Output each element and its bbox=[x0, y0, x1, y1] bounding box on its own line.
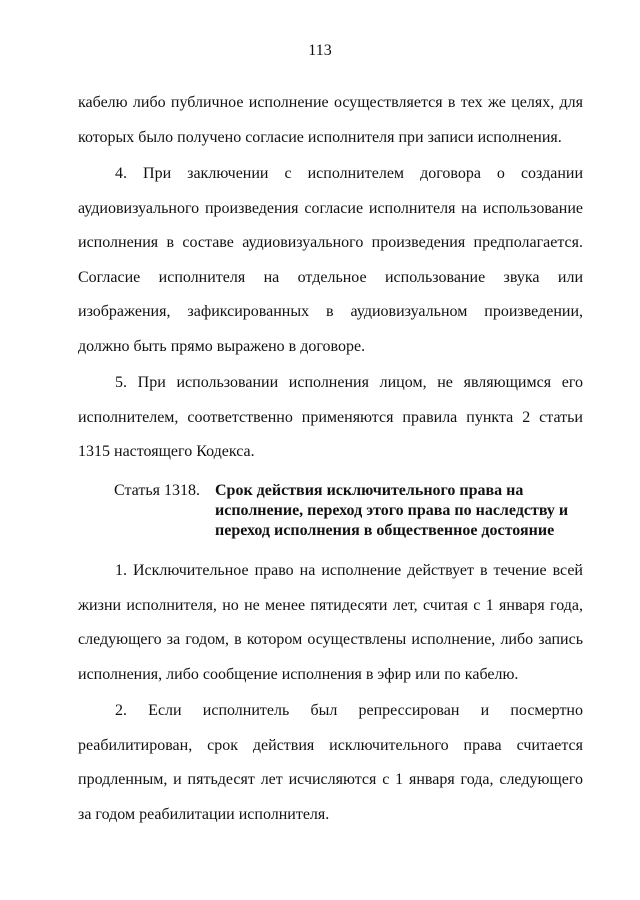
article-title-line-3: переход исполнения в общественное достояние bbox=[215, 522, 555, 539]
article-title-line-1: Срок действия исключительного права на bbox=[215, 482, 524, 499]
article-title bbox=[215, 481, 585, 541]
paragraph-continuation: кабелю либо публичное исполнение осуществляется в тех же целях, для которых было получено согласие исполнителя при записи исполнения. bbox=[78, 94, 583, 146]
body-text-top bbox=[78, 86, 583, 470]
article-number: Статья 1318. bbox=[114, 482, 200, 499]
paragraph-item-1: 1. Исключительное право на исполнение действует в течение всей жизни исполнителя, но не менее пятидесяти лет, считая с 1 января года, следующего за годом, в котором осуществлены исполнение, либо запись исполнения, либо сообщение исполнения в эфир или по кабелю. bbox=[78, 562, 583, 683]
paragraph-item-5: 5. При использовании исполнения лицом, не являющимся его исполнителем, соответственно применяются правила пункта 2 статьи 1315 настоящего Кодекса. bbox=[78, 374, 583, 460]
page-number: 113 bbox=[308, 42, 332, 59]
article-title-line-2: исполнение, переход этого права по наследству и bbox=[215, 502, 569, 519]
paragraph-item-2: 2. Если исполнитель был репрессирован и посмертно реабилитирован, срок действия исключительного права считается продленным, и пятьдесят лет исчисляются с 1 января года, следующего за годом реабилитации исполнителя. bbox=[78, 702, 583, 823]
paragraph-item-4: 4. При заключении с исполнителем договора о создании аудиовизуального произведения согласие исполнителя на использование исполнения в составе аудиовизуального произведения предполагается. Согласие исполнителя на отдельное использование звука или изображения, зафиксированных в аудиовизуальном произведении, должно быть прямо выражено в договоре. bbox=[78, 165, 583, 355]
body-text-bottom bbox=[78, 554, 583, 832]
